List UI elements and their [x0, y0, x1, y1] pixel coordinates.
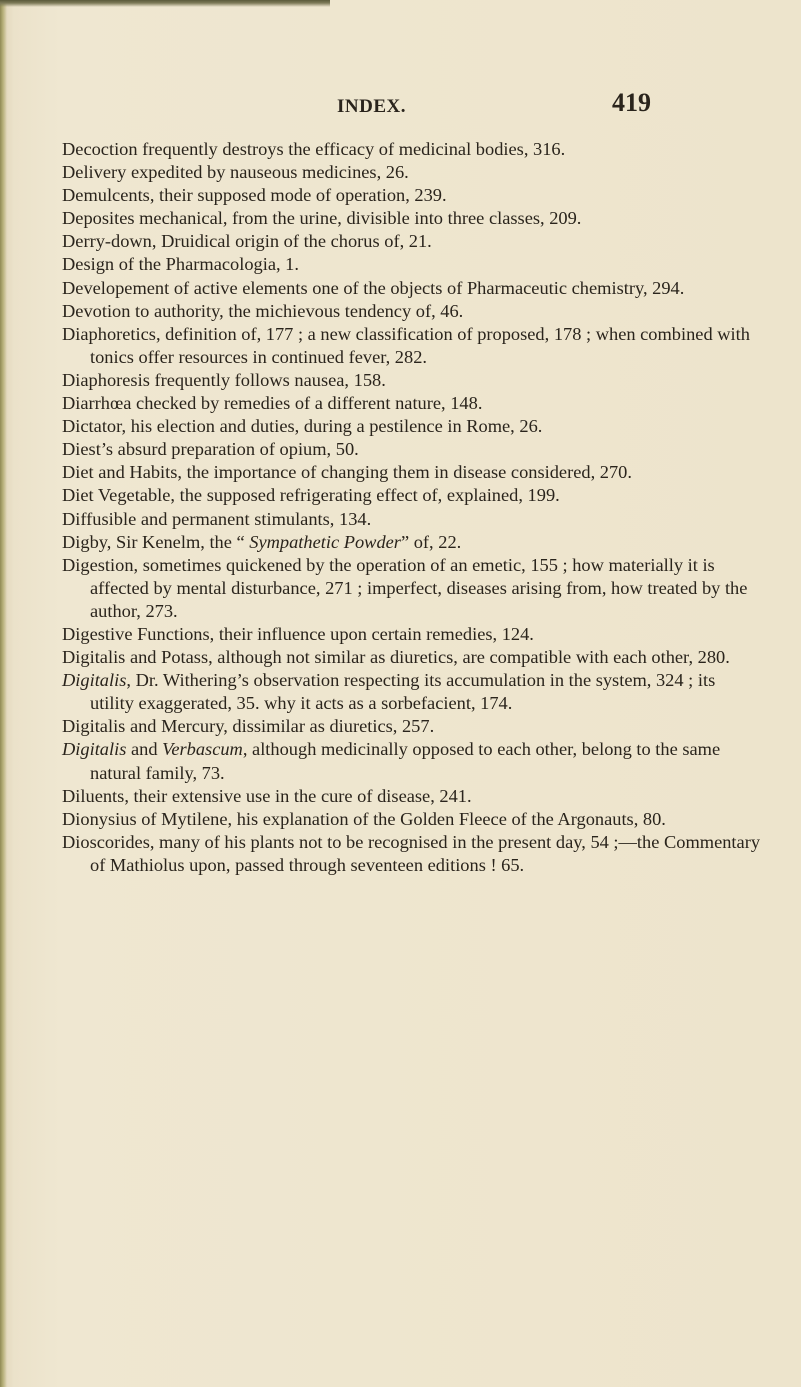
index-entry	[62, 392, 762, 415]
entry-text: Decoction frequently destroys the efficacy of medicinal bodies, 316.	[62, 139, 566, 159]
entry-italic-term: Digitalis	[62, 670, 127, 691]
entry-text: Dictator, his election and duties, during a pestilence in Rome, 26.	[62, 416, 543, 437]
entry-text: Developement of active elements one of the objects of Pharmaceutic chemistry, 294.	[62, 277, 685, 298]
entry-text: ” of, 22.	[400, 531, 462, 552]
entry-text: , although medicinally opposed to each other, belong to the same natural family, 73.	[90, 739, 721, 783]
entry-text: Diest’s absurd preparation of opium, 50.	[62, 439, 359, 460]
index-entry	[62, 531, 762, 554]
entry-text: Delivery expedited by nauseous medicines, 26.	[62, 162, 409, 183]
entry-text: Digestion, sometimes quickened by the operation of an emetic, 155 ; how materially it is affected by mental disturbance, 271 ; imperfect, diseases arising from, how treated by the author, 273.	[62, 554, 748, 621]
entry-text: Demulcents, their supposed mode of operation, 239.	[62, 185, 447, 206]
entry-text: , Dr. Withering’s observation respecting its accumulation in the system, 324 ; its utility exaggerated, 35. why it acts as a sorbefacient, 174.	[90, 670, 716, 714]
entry-text: Digby, Sir Kenelm, the “	[62, 531, 250, 552]
entry-text: Digitalis and Mercury, dissimilar as diuretics, 257.	[62, 716, 435, 737]
entry-text: Digitalis and Potass, although not similar as diuretics, are compatible with each other, 280.	[62, 647, 730, 668]
index-entry	[62, 277, 762, 300]
entry-text: Diluents, their extensive use in the cure of disease, 241.	[62, 785, 472, 806]
index-entry	[62, 554, 762, 623]
running-title: INDEX.	[337, 96, 406, 117]
entry-text: Diaphoretics, definition of, 177 ; a new classification of proposed, 178 ; when combined with tonics offer resources in continued fever, 282.	[62, 323, 750, 367]
entry-text: Dioscorides, many of his plants not to be recognised in the present day, 54 ;—the Commentary of Mathiolus upon, passed through seventeen editions ! 65.	[62, 831, 761, 875]
index-entry	[62, 230, 762, 253]
index-entry	[62, 415, 762, 438]
index-entry	[62, 785, 762, 808]
index-entry	[62, 253, 762, 276]
entry-text: Diet Vegetable, the supposed refrigerating effect of, explained, 199.	[62, 485, 560, 506]
entry-text: Dionysius of Mytilene, his explanation of the Golden Fleece of the Argonauts, 80.	[62, 808, 666, 829]
index-entry	[62, 623, 762, 646]
index-entry	[62, 831, 762, 877]
index-entry	[62, 184, 762, 207]
index-entry	[62, 808, 762, 831]
index-entry	[62, 508, 762, 531]
index-entry	[62, 646, 762, 669]
entry-text: and	[126, 739, 163, 760]
page-header	[0, 88, 801, 128]
index-entry	[62, 300, 762, 323]
index-entry	[62, 207, 762, 230]
entry-italic-term: Sympathetic Powder	[249, 531, 401, 552]
index-entry	[62, 738, 762, 784]
entry-italic-term: Verbascum	[162, 739, 243, 760]
index-entry	[62, 323, 762, 369]
page-binding-edge	[0, 0, 7, 1387]
entry-text: Digestive Functions, their influence upon certain remedies, 124.	[62, 623, 534, 644]
index-entry	[62, 138, 762, 161]
index-entry	[62, 484, 762, 507]
entry-text: Diarrhœa checked by remedies of a different nature, 148.	[62, 393, 483, 414]
entry-text: Diet and Habits, the importance of changing them in disease considered, 270.	[62, 462, 632, 483]
entry-text: Derry-down, Druidical origin of the chorus of, 21.	[62, 231, 432, 252]
index-entry	[62, 369, 762, 392]
entry-text: Diffusible and permanent stimulants, 134.	[62, 508, 372, 529]
index-entry	[62, 461, 762, 484]
index-entry	[62, 438, 762, 461]
index-entries	[62, 138, 762, 877]
page-top-shadow	[0, 0, 330, 7]
entry-text: Design of the Pharmacologia, 1.	[62, 254, 299, 275]
entry-text: Deposites mechanical, from the urine, divisible into three classes, 209.	[62, 208, 582, 229]
index-entry	[62, 669, 762, 715]
page-number: 419	[612, 88, 651, 117]
index-entry	[62, 715, 762, 738]
entry-italic-term: Digitalis	[62, 739, 127, 760]
entry-text: Diaphoresis frequently follows nausea, 158.	[62, 369, 386, 390]
entry-text: Devotion to authority, the michievous tendency of, 46.	[62, 300, 464, 321]
index-entry	[62, 161, 762, 184]
